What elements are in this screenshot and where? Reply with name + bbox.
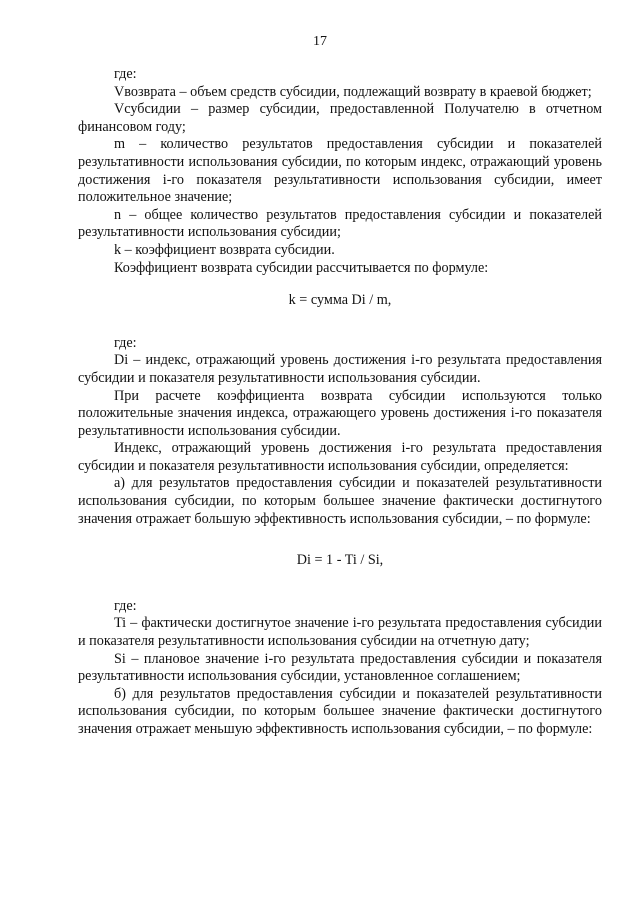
definition-v-subsidy: Vсубсидии – размер субсидии, предоставленной Получателю в отчетном финансовом году; xyxy=(78,101,602,135)
index-intro: Индекс, отражающий уровень достижения i-го результата предоставления субсидии и показателя результативности использования субсидии, определяется: xyxy=(78,440,602,474)
case-a: а) для результатов предоставления субсидии и показателей результативности использования субсидии, по которым большее значение фактически достигнутого значения отражает большую эффективность использования субсидии, – по формуле: xyxy=(78,475,602,527)
formula-k: k = сумма Di / m, xyxy=(288,292,392,309)
document-body xyxy=(78,66,602,739)
definition-m: m – количество результатов предоставления субсидии и показателей результативности использования субсидии, по которым индекс, отражающий уровень достижения i-го показателя результативности использования субсидии, имеет положительное значение; xyxy=(78,136,602,206)
definition-ti: Ti – фактически достигнутое значение i-го результата предоставления субсидии и показателя результативности использования субсидии на отчетную дату; xyxy=(78,615,602,650)
positive-values-note: При расчете коэффициента возврата субсидии используются только положительные значения индекса, отражающего уровень достижения i-го показателя результативности использования субсидии. xyxy=(78,387,602,439)
case-b: б) для результатов предоставления субсидии и показателей результативности использования субсидии, по которым большее значение фактически достигнутого значения отражает меньшую эффективность использования субсидии, – по формуле: xyxy=(78,685,602,737)
definition-k: k – коэффициент возврата субсидии. xyxy=(114,241,335,258)
definition-v-return: Vвозврата – объем средств субсидии, подлежащий возврату в краевой бюджет; xyxy=(114,83,592,100)
formula-di: Di = 1 - Ti / Si, xyxy=(296,552,384,569)
where-label: где: xyxy=(114,597,137,614)
definition-di: Di – индекс, отражающий уровень достижения i-го результата предоставления субсидии и показателя результативности использования субсидии. xyxy=(78,352,602,386)
definition-n: n – общее количество результатов предоставления субсидии и показателей результативности использования субсидии; xyxy=(78,206,602,241)
page-number: 17 xyxy=(313,34,327,49)
formula-intro: Коэффициент возврата субсидии рассчитывается по формуле: xyxy=(114,259,489,276)
definition-si: Si – плановое значение i-го результата предоставления субсидии и показателя результативности использования субсидии, установленное соглашением; xyxy=(78,650,602,685)
where-label: где: xyxy=(114,334,137,351)
where-label: где: xyxy=(114,66,137,82)
